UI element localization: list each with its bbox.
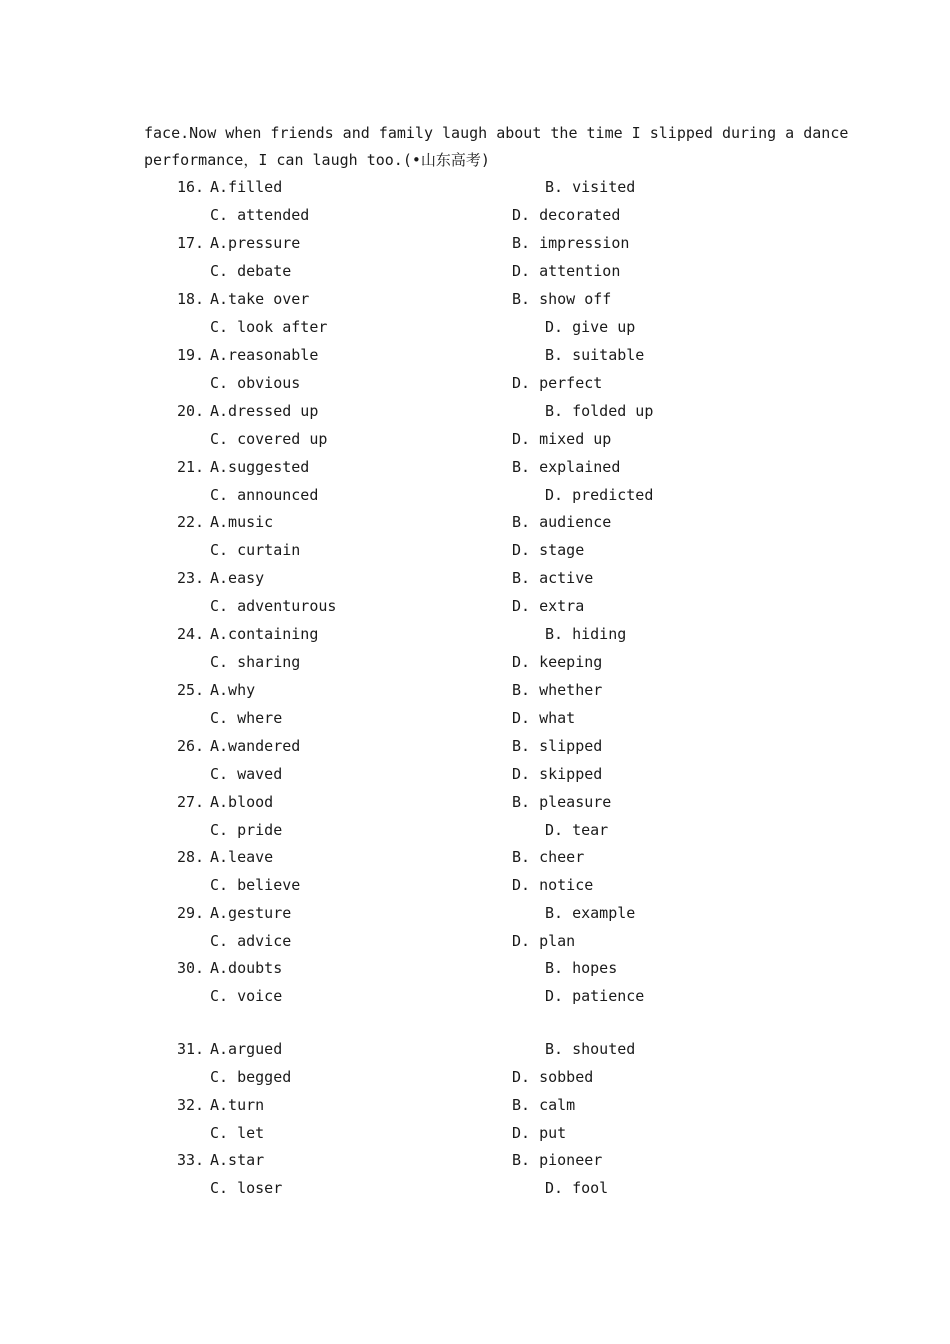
option-a: A.take over [210, 290, 310, 308]
option-b: B. show off [512, 290, 612, 308]
option-a: A.doubts [210, 959, 283, 977]
option-c: C. begged [210, 1068, 292, 1086]
option-d: D. fool [545, 1179, 609, 1197]
question-number: 21. [177, 458, 205, 476]
option-c: C. believe [210, 876, 301, 894]
option-b: B. visited [545, 178, 636, 196]
option-b: B. cheer [512, 848, 585, 866]
option-c: C. look after [210, 318, 328, 336]
option-a: A.easy [210, 569, 265, 587]
option-c: C. attended [210, 206, 310, 224]
option-c: C. voice [210, 987, 283, 1005]
option-d: D. notice [512, 876, 594, 894]
option-b: B. explained [512, 458, 621, 476]
option-a: A.blood [210, 793, 274, 811]
question-number: 29. [177, 904, 205, 922]
option-d: D. give up [545, 318, 636, 336]
option-b: B. example [545, 904, 636, 922]
option-b: B. pleasure [512, 793, 612, 811]
option-a: A.dressed up [210, 402, 319, 420]
question-number: 27. [177, 793, 205, 811]
option-b: B. shouted [545, 1040, 636, 1058]
option-c: C. debate [210, 262, 292, 280]
option-a: A.containing [210, 625, 319, 643]
question-number: 23. [177, 569, 205, 587]
question-number: 33. [177, 1151, 205, 1169]
question-number: 19. [177, 346, 205, 364]
option-d: D. predicted [545, 486, 654, 504]
option-b: B. hiding [545, 625, 627, 643]
option-c: C. announced [210, 486, 319, 504]
option-d: D. tear [545, 821, 609, 839]
question-number: 22. [177, 513, 205, 531]
option-b: B. calm [512, 1096, 576, 1114]
option-c: C. let [210, 1124, 265, 1142]
question-number: 16. [177, 178, 205, 196]
option-d: D. keeping [512, 653, 603, 671]
question-number: 20. [177, 402, 205, 420]
option-c: C. obvious [210, 374, 301, 392]
option-c: C. where [210, 709, 283, 727]
option-a: A.gesture [210, 904, 292, 922]
option-c: C. sharing [210, 653, 301, 671]
question-number: 24. [177, 625, 205, 643]
option-b: B. slipped [512, 737, 603, 755]
option-a: A.leave [210, 848, 274, 866]
option-a: A.pressure [210, 234, 301, 252]
question-number: 30. [177, 959, 205, 977]
option-d: D. mixed up [512, 430, 612, 448]
question-number: 25. [177, 681, 205, 699]
option-c: C. advice [210, 932, 292, 950]
option-d: D. patience [545, 987, 645, 1005]
question-number: 26. [177, 737, 205, 755]
option-c: C. pride [210, 821, 283, 839]
option-d: D. put [512, 1124, 567, 1142]
option-d: D. perfect [512, 374, 603, 392]
option-a: A.wandered [210, 737, 301, 755]
option-a: A.why [210, 681, 256, 699]
option-d: D. plan [512, 932, 576, 950]
option-c: C. loser [210, 1179, 283, 1197]
option-a: A.suggested [210, 458, 310, 476]
option-a: A.star [210, 1151, 265, 1169]
question-number: 31. [177, 1040, 205, 1058]
option-c: C. adventurous [210, 597, 337, 615]
option-d: D. attention [512, 262, 621, 280]
option-a: A.music [210, 513, 274, 531]
option-b: B. pioneer [512, 1151, 603, 1169]
option-b: B. impression [512, 234, 630, 252]
option-a: A.argued [210, 1040, 283, 1058]
option-d: D. sobbed [512, 1068, 594, 1086]
option-a: A.reasonable [210, 346, 319, 364]
option-b: B. audience [512, 513, 612, 531]
option-d: D. what [512, 709, 576, 727]
option-c: C. covered up [210, 430, 328, 448]
option-b: B. folded up [545, 402, 654, 420]
option-a: A.turn [210, 1096, 265, 1114]
option-d: D. stage [512, 541, 585, 559]
option-d: D. decorated [512, 206, 621, 224]
question-number: 17. [177, 234, 205, 252]
question-number: 32. [177, 1096, 205, 1114]
passage-line-1: face.Now when friends and family laugh about the time I slipped during a dance [144, 124, 849, 142]
passage-line-2: performance，I can laugh too.(•山东高考) [144, 151, 490, 169]
option-d: D. extra [512, 597, 585, 615]
question-number: 18. [177, 290, 205, 308]
option-c: C. waved [210, 765, 283, 783]
option-b: B. active [512, 569, 594, 587]
option-d: D. skipped [512, 765, 603, 783]
option-b: B. whether [512, 681, 603, 699]
question-number: 28. [177, 848, 205, 866]
option-b: B. hopes [545, 959, 618, 977]
option-a: A.filled [210, 178, 283, 196]
option-b: B. suitable [545, 346, 645, 364]
option-c: C. curtain [210, 541, 301, 559]
